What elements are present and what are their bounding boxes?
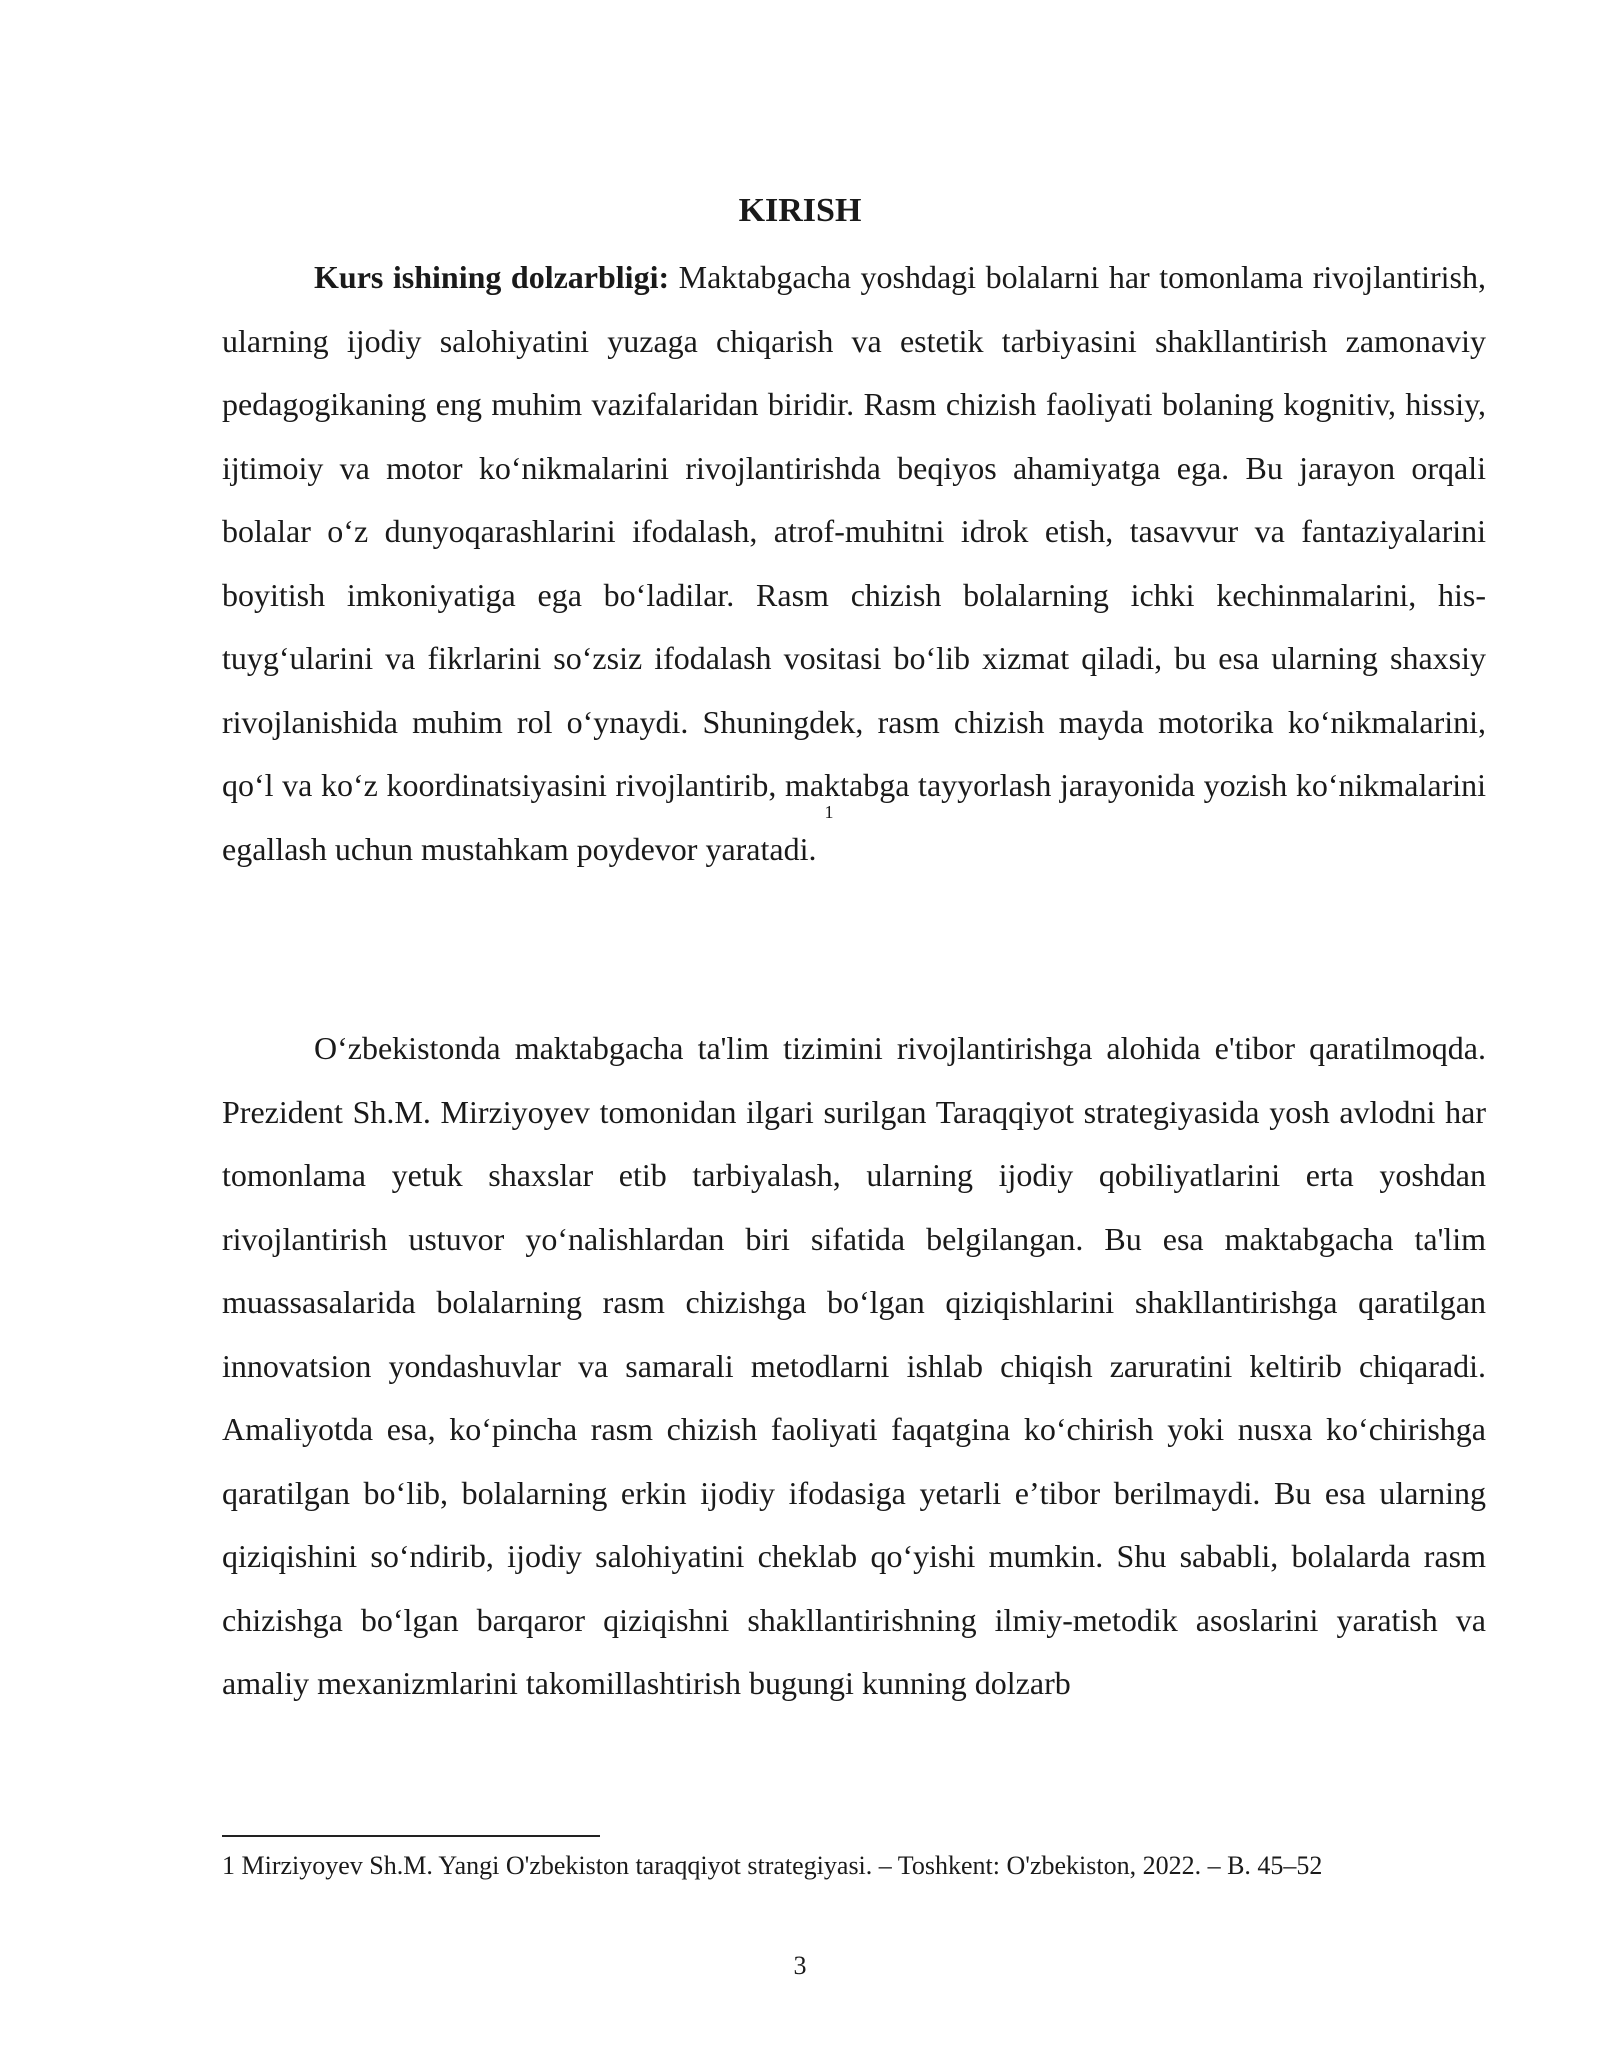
paragraph-relevance <box>222 246 1486 881</box>
footnote <box>222 1848 1486 1884</box>
footnote-reference[interactable]: 1 <box>824 801 834 822</box>
footnote-separator <box>222 1835 600 1837</box>
paragraph-text: Maktabgacha yoshdagi bolalarni har tomonlama rivojlantirish, ularning ijodiy salohiyatini yuzaga chiqarish va estetik tarbiyasini shakllantirish zamonaviy pedagogikaning eng muhim vazifalaridan biridir. Rasm chizish faoliyati bolaning kognitiv, hissiy, ijtimoiy va motor ko‘nikmalarini rivojlantirishda beqiyos ahamiyatga ega. Bu jarayon orqali bolalar o‘z dunyoqarashlarini ifodalash, atrof-muhitni idrok etish, tasavvur va fantaziyalarini boyitish imkoniyatiga ega bo‘ladilar. Rasm chizish bolalarning ichki kechinmalarini, his-tuyg‘ularini va fikrlarini so‘zsiz ifodalash vositasi bo‘lib xizmat qiladi, bu esa ularning shaxsiy rivojlanishida muhim rol o‘ynaydi. Shuningdek, rasm chizish mayda motorika ko‘nikmalarini, qo‘l va ko‘z koordinatsiyasini rivojlantirib, maktabga tayyorlash jarayonida yozish ko‘nikmalarini egallash uchun mustahkam poydevor yaratadi. <box>222 259 1487 867</box>
paragraph-text: O‘zbekistonda maktabgacha ta'lim tizimini rivojlantirishga alohida e'tibor qaratilmoqda. Prezident Sh.M. Mirziyoyev tomonidan ilgari surilgan Taraqqiyot strategiyasida yosh avlodni har tomonlama yetuk shaxslar etib tarbiyalash, ularning ijodiy qobiliyatlarini erta yoshdan rivojlantirish ustuvor yo‘nalishlardan biri sifatida belgilangan. Bu esa maktabgacha ta'lim muassasalarida bolalarning rasm chizishga bo‘lgan qiziqishlarini shakllantirishga qaratilgan innovatsion yondashuvlar va samarali metodlarni ishlab chiqish zaruratini keltirib chiqaradi. Amaliyotda esa, ko‘pincha rasm chizish faoliyati faqatgina ko‘chirish yoki nusxa ko‘chirishga qaratilgan bo‘lib, bolalarning erkin ijodiy ifodasiga yetarli eʼtibor berilmaydi. Bu esa ularning qiziqishini so‘ndirib, ijodiy salohiyatini cheklab qo‘yishi mumkin. Shu sababli, bolalarda rasm chizishga bo‘lgan barqaror qiziqishni shakllantirishning ilmiy-metodik asoslarini yaratish va amaliy mexanizmlarini takomillashtirish bugungi kunning dolzarb <box>222 1030 1486 1701</box>
footnote-text: Mirziyoyev Sh.M. Yangi O'zbekiston taraqqiyot strategiyasi. – Toshkent: O'zbekiston, 2022. – B. 45–52 <box>235 1851 1323 1880</box>
page-number: 3 <box>793 1951 807 1980</box>
paragraph-context <box>222 1017 1486 1716</box>
footnote-number: 1 <box>222 1851 235 1880</box>
section-heading: KIRISH <box>738 192 862 229</box>
paragraph-lead-label: Kurs ishining dolzarbligi: <box>314 259 670 295</box>
